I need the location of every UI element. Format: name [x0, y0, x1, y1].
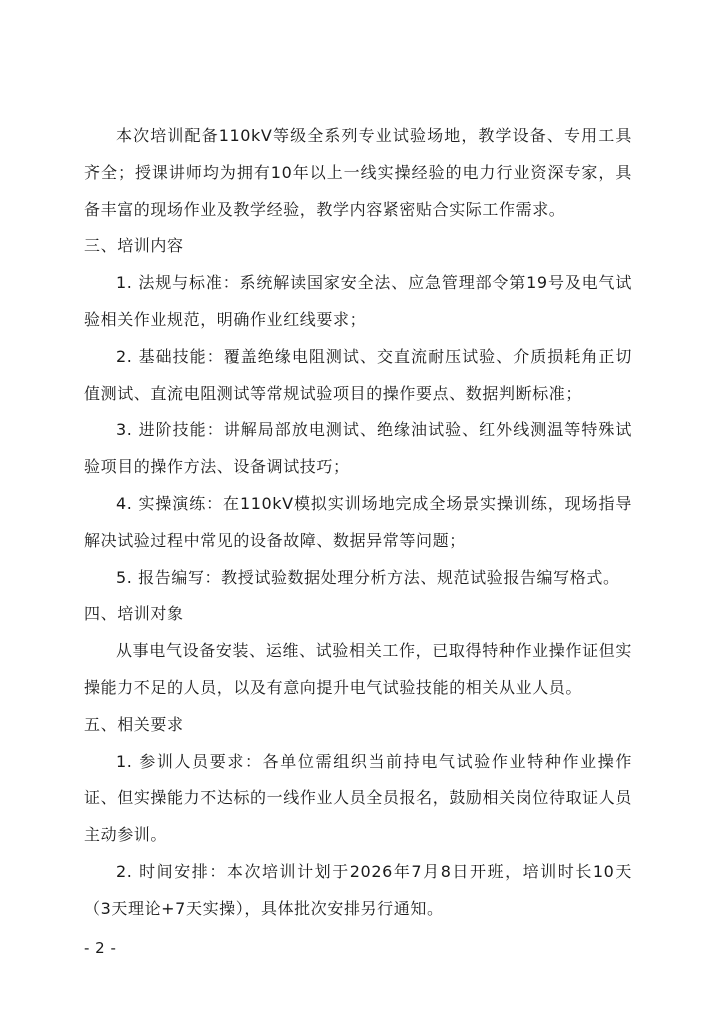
section-heading-requirements: 五、相关要求	[84, 714, 184, 734]
list-item-schedule: 2. 时间安排：本次培训计划于2026年7月8日开班，培训时长10天（3天理论+7天实操），具体批次安排另行通知。	[84, 861, 632, 918]
section-heading-training-content: 三、培训内容	[84, 236, 184, 256]
section-heading-training-audience: 四、培训对象	[84, 604, 184, 624]
document-body	[84, 118, 632, 928]
list-item-participant-requirements: 1. 参训人员要求：各单位需组织当前持电气试验作业特种作业操作证、但实操能力不达标的一线作业人员全员报名，鼓励相关岗位待取证人员主动参训。	[84, 751, 632, 845]
list-item-practical-drill: 4. 实操演练：在110kV模拟实训场地完成全场景实操训练，现场指导解决试验过程中常见的设备故障、数据异常等问题；	[84, 493, 632, 550]
list-item-report-writing: 5. 报告编写：教授试验数据处理分析方法、规范试验报告编写格式。	[116, 567, 620, 587]
list-item-regulations: 1. 法规与标准：系统解读国家安全法、应急管理部令第19号及电气试验相关作业规范，明确作业红线要求；	[84, 273, 632, 329]
list-item-advanced-skills: 3. 进阶技能：讲解局部放电测试、绝缘油试验、红外线测温等特殊试验项目的操作方法、设备调试技巧；	[84, 420, 632, 477]
list-item-basic-skills: 2. 基础技能：覆盖绝缘电阻测试、交直流耐压试验、介质损耗角正切值测试、直流电阻测试等常规试验项目的操作要点、数据判断标准；	[84, 346, 632, 403]
page-number: - 2 -	[84, 939, 117, 957]
paragraph-facilities: 本次培训配备110kV等级全系列专业试验场地，教学设备、专用工具齐全；授课讲师均为拥有10年以上一线实操经验的电力行业资深专家，具备丰富的现场作业及教学经验，教学内容紧密贴合实际工作需求。	[84, 126, 632, 219]
paragraph-audience: 从事电气设备安装、运维、试验相关工作，已取得特种作业操作证但实操能力不足的人员，以及有意向提升电气试验技能的相关从业人员。	[84, 641, 632, 697]
